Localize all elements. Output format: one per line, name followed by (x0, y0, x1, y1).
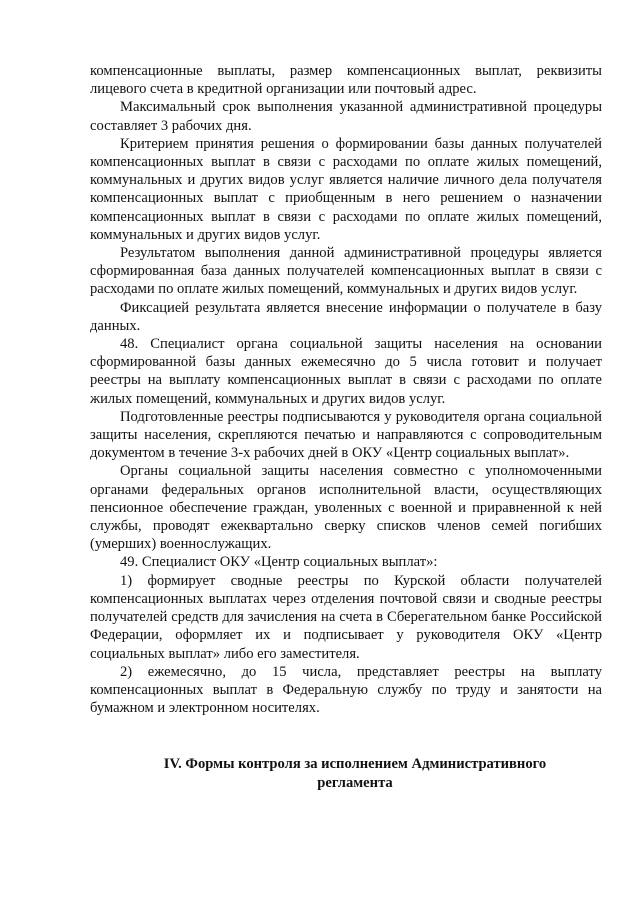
paragraph-subitem-2: 2) ежемесячно, до 15 числа, представляет реестры на выплату компенсационных выплат в Федеральную службу по труду и занятости на бумажном и электронном носителях. (90, 663, 602, 717)
paragraph-result-fixation: Фиксацией результата является внесение информации о получателе в базу данных. (90, 299, 602, 334)
paragraph-max-duration: Максимальный срок выполнения указанной административной процедуры составляет 3 рабочих дня. (90, 99, 602, 134)
paragraph-item-48: 48. Специалист органа социальной защиты населения на основании сформированной базы данных ежемесячно до 5 числа готовит и получает реестры на выплату компенсационных выплат в связи с расходами по оплате жилых помещений, коммунальных и других видов услуг. (90, 336, 602, 407)
paragraph-decision-criterion: Критерием принятия решения о формировании базы данных получателей компенсационных выплат в связи с расходами по оплате жилых помещений, коммунальных и других видов услуг является наличие личного дела получателя компенсационных выплат с приобщенным в него решением о назначении компенсационных выплат в связи с расходами по оплате жилых помещений, коммунальных и других видов услуг. (90, 135, 602, 243)
paragraph-continuation: компенсационные выплаты, размер компенсационных выплат, реквизиты лицевого счета в кредитной организации или почтовый адрес. (90, 63, 602, 98)
paragraph-reconciliation: Органы социальной защиты населения совместно с уполномоченными органами федеральных органов исполнительной власти, осуществляющих пенсионное обеспечение граждан, уволенных с военной и приравненной к ней службы, проводят ежеквартально сверку списков членов семей погибших (умерших) военнослужащих. (90, 463, 602, 553)
paragraph-item-49: 49. Специалист ОКУ «Центр социальных выплат»: (120, 554, 438, 571)
paragraph-prepared-registers: Подготовленные реестры подписываются у руководителя органа социальной защиты населения, скрепляются печатью и направляются с сопроводительным документом в течение 3-х рабочих дней в ОКУ «Центр социальных выплат». (90, 408, 602, 462)
body-text (90, 62, 602, 717)
paragraph-procedure-result: Результатом выполнения данной административной процедуры является сформированная база данных получателей компенсационных выплат в связи с расходами по оплате жилых помещений, коммунальных и других видов услуг. (90, 245, 602, 298)
paragraph-subitem-1: 1) формирует сводные реестры по Курской области получателей компенсационных выплатах через отделения почтовой связи и сводные реестры получателей средств для зачисления на счета в Сберегательном банке Российской Федерации, оформляет их и подписывает у руководителя ОКУ «Центр социальных выплат» либо его заместителя. (90, 572, 602, 662)
section-heading-line-1: IV. Формы контроля за исполнением Административного (163, 756, 547, 772)
section-heading (140, 755, 570, 793)
section-heading-line-2: регламента (317, 775, 393, 791)
